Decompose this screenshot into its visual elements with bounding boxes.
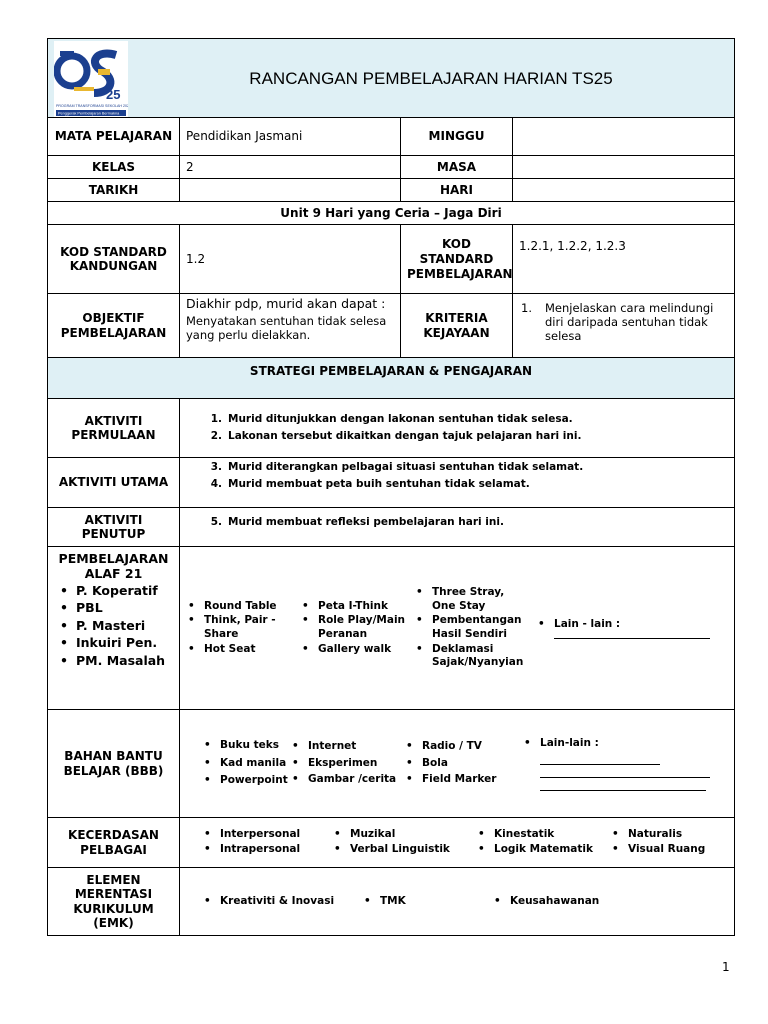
aktiviti-permulaan-cell: [180, 399, 735, 458]
bbb-option: • Buku teks: [200, 739, 288, 753]
alaf21-option: • Lain - lain :: [534, 618, 724, 632]
bbb-options-cell: [180, 710, 735, 818]
alaf21-option: • Round Table: [184, 600, 298, 614]
kecerdasan-col2: [330, 827, 474, 857]
kecerdasan-options-cell: [180, 818, 735, 868]
kecerdasan-col4: [608, 827, 718, 857]
kelas-label: KELAS: [48, 156, 180, 179]
objektif-intro: Diakhir pdp, murid akan dapat :: [186, 296, 386, 311]
bbb-col3: [402, 737, 514, 790]
bbb-col2: [288, 737, 402, 790]
aktiviti-utama-label: AKTIVITI UTAMA: [48, 458, 180, 508]
alaf21-left-item: • P. Koperatif: [50, 584, 177, 598]
hari-value: [513, 179, 735, 202]
kecerdasan-label: KECERDASAN PELBAGAI: [48, 818, 180, 868]
alaf21-label-cell: [48, 547, 180, 710]
kecerdasan-option: • Visual Ruang: [608, 843, 718, 857]
alaf21-option: • Role Play/Main Peranan: [298, 614, 412, 641]
minggu-label: MINGGU: [401, 118, 513, 156]
kriteria-list: [519, 302, 728, 343]
aktiviti-permulaan-list: [186, 413, 728, 442]
activity-item: 3. Murid diterangkan pelbagai situasi sentuhan tidak selamat.: [210, 461, 584, 473]
strategi-title: STRATEGI PEMBELAJARAN & PENGAJARAN: [48, 358, 735, 399]
alaf21-left-item: • PBL: [50, 601, 177, 615]
alaf21-option: • Deklamasi Sajak/Nyanyian: [412, 643, 528, 670]
kecerdasan-option: • Intrapersonal: [200, 843, 330, 857]
kod-standard-pembelajaran-label: KOD STANDARD PEMBELAJARAN: [401, 225, 513, 294]
bbb-option: • Lain-lain :: [520, 737, 716, 751]
minggu-value: [513, 118, 735, 156]
bbb-option: • Kad manila: [200, 757, 288, 771]
bbb-label: BAHAN BANTU BELAJAR (BBB): [48, 710, 180, 818]
kriteria-cell: [513, 294, 735, 358]
kecerdasan-option: • Naturalis: [608, 828, 718, 842]
aktiviti-permulaan-label: AKTIVITI PERMULAAN: [48, 399, 180, 458]
bbb-option: • Field Marker: [402, 773, 514, 787]
hari-label: HARI: [401, 179, 513, 202]
alaf21-options-cell: [180, 547, 735, 710]
tarikh-value: [180, 179, 401, 202]
bbb-lain-line-1[interactable]: [540, 752, 660, 765]
header-cell: [48, 39, 735, 118]
ts25-logo-icon: [54, 41, 128, 117]
bbb-option: • Internet: [288, 740, 402, 754]
aktiviti-penutup-list: [186, 516, 728, 529]
rph-table: [47, 38, 735, 936]
kecerdasan-option: • Logik Matematik: [474, 843, 608, 857]
kecerdasan-option: • Interpersonal: [200, 828, 330, 842]
bbb-lain-line-3[interactable]: [540, 778, 706, 791]
emk-label: ELEMEN MERENTASI KURIKULUM (EMK): [48, 868, 180, 936]
mata-pelajaran-label: MATA PELAJARAN: [48, 118, 180, 156]
aktiviti-utama-cell: [180, 458, 735, 508]
mata-pelajaran-value: Pendidikan Jasmani: [180, 118, 401, 156]
alaf21-label: PEMBELAJARAN ALAF 21: [58, 551, 169, 581]
kelas-value: 2: [180, 156, 401, 179]
bbb-col1: [200, 735, 288, 792]
alaf21-option: • Peta I-Think: [298, 600, 412, 614]
svg-text:25: 25: [106, 87, 121, 102]
alaf21-col3: [412, 585, 528, 671]
emk-option: • Keusahawanan: [490, 895, 650, 909]
kod-standard-pembelajaran-value: 1.2.1, 1.2.2, 1.2.3: [513, 225, 735, 294]
bbb-option: • Powerpoint: [200, 774, 288, 788]
alaf21-left-list: [50, 584, 177, 668]
kecerdasan-col1: [200, 827, 330, 857]
kriteria-item: 1. Menjelaskan cara melindungi diri daripada sentuhan tidak selesa: [521, 301, 714, 343]
bbb-option: • Gambar /cerita: [288, 773, 402, 787]
alaf21-left-item: • PM. Masalah: [50, 654, 177, 668]
aktiviti-penutup-label: AKTIVITI PENUTUP: [48, 508, 180, 547]
objektif-cell: [180, 294, 401, 358]
activity-item: 5. Murid membuat refleksi pembelajaran hari ini.: [210, 516, 504, 528]
bbb-lain-line-2[interactable]: [540, 765, 710, 778]
aktiviti-penutup-cell: [180, 508, 735, 547]
page-number: 1: [722, 960, 730, 974]
svg-text:PROGRAM TRANSFORMASI SEKOLAH 2: PROGRAM TRANSFORMASI SEKOLAH 2025: [56, 104, 128, 108]
emk-options-cell: [180, 868, 735, 936]
kecerdasan-option: • Kinestatik: [474, 828, 608, 842]
bbb-option: • Eksperimen: [288, 757, 402, 771]
aktiviti-utama-list: [186, 461, 728, 490]
kecerdasan-option: • Verbal Linguistik: [330, 843, 474, 857]
alaf21-left-item: • P. Masteri: [50, 619, 177, 633]
unit-title: Unit 9 Hari yang Ceria – Jaga Diri: [48, 202, 735, 225]
bbb-option: • Radio / TV: [402, 740, 514, 754]
alaf21-col4: [528, 617, 724, 640]
activity-item: 2. Lakonan tersebut dikaitkan dengan tajuk pelajaran hari ini.: [210, 430, 582, 442]
masa-value: [513, 156, 735, 179]
kod-standard-kandungan-value: 1.2: [180, 225, 401, 294]
alaf21-option: • Pembentangan Hasil Sendiri: [412, 614, 528, 641]
emk-list: [200, 894, 650, 910]
activity-item: 4. Murid membuat peta buih sentuhan tidak selamat.: [210, 477, 530, 490]
emk-option: • TMK: [360, 895, 490, 909]
page-title: RANCANGAN PEMBELAJARAN HARIAN TS25: [249, 69, 613, 88]
kecerdasan-option: • Muzikal: [330, 828, 474, 842]
masa-label: MASA: [401, 156, 513, 179]
alaf21-option: • Hot Seat: [184, 643, 298, 657]
alaf21-col1: [184, 599, 298, 658]
ts25-logo: [54, 41, 128, 120]
alaf21-option: • Three Stray, One Stay: [412, 586, 528, 613]
bbb-col4: [514, 736, 716, 791]
kriteria-label: KRITERIA KEJAYAAN: [401, 294, 513, 358]
alaf21-col2: [298, 599, 412, 658]
kecerdasan-col3: [474, 827, 608, 857]
kod-standard-kandungan-label: KOD STANDARD KANDUNGAN: [48, 225, 180, 294]
emk-option: • Kreativiti & Inovasi: [200, 895, 360, 909]
tarikh-label: TARIKH: [48, 179, 180, 202]
alaf21-option: • Gallery walk: [298, 643, 412, 657]
objektif-value: Menyatakan sentuhan tidak selesa yang perlu dielakkan.: [186, 314, 387, 342]
bbb-option: • Bola: [402, 757, 514, 771]
activity-item: 1. Murid ditunjukkan dengan lakonan sentuhan tidak selesa.: [210, 413, 573, 426]
alaf21-left-item: • Inkuiri Pen.: [50, 636, 177, 650]
objektif-label: OBJEKTIF PEMBELAJARAN: [48, 294, 180, 358]
alaf21-option: • Think, Pair - Share: [184, 614, 298, 641]
svg-text:Penggerak Pembelajaran Bermakn: Penggerak Pembelajaran Bermakna: [58, 111, 120, 116]
